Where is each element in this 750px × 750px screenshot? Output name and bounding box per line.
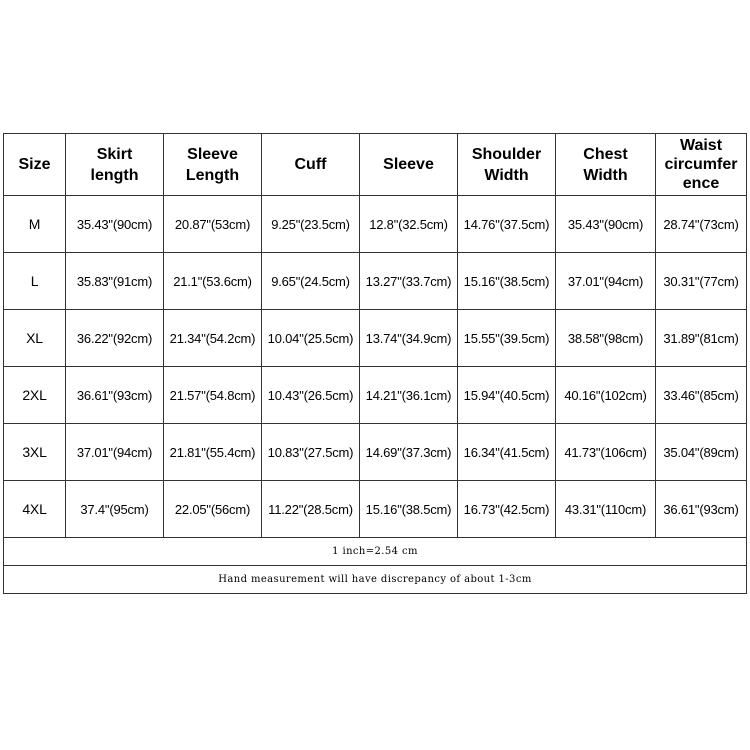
shoulder-width-cell: 15.94"(40.5cm) [458, 367, 556, 424]
skirt-length-cell: 35.83"(91cm) [66, 253, 164, 310]
header-label: Sleeve [383, 156, 434, 173]
shoulder-width-cell: 16.34"(41.5cm) [458, 424, 556, 481]
size-cell: 2XL [4, 367, 66, 424]
note-row [4, 566, 747, 594]
header-label: Width [484, 166, 529, 184]
header-label: Length [185, 166, 240, 184]
waist-circumference-cell: 35.04"(89cm) [656, 424, 747, 481]
header-label: Waist [679, 137, 723, 154]
table-row [4, 424, 747, 481]
header-label: ence [682, 175, 720, 192]
note-row [4, 538, 747, 566]
table-row [4, 481, 747, 538]
table-row [4, 367, 747, 424]
skirt-length-cell: 36.61"(93cm) [66, 367, 164, 424]
cuff-cell: 9.25"(23.5cm) [262, 196, 360, 253]
header-row [4, 134, 747, 196]
measurement-disclaimer: Hand measurement will have discrepancy of about 1-3cm [4, 566, 747, 594]
table-row [4, 196, 747, 253]
header-sleeve [360, 134, 458, 196]
chest-width-cell: 41.73"(106cm) [556, 424, 656, 481]
skirt-length-cell: 36.22"(92cm) [66, 310, 164, 367]
header-label: Sleeve [187, 145, 238, 163]
waist-circumference-cell: 28.74"(73cm) [656, 196, 747, 253]
header-size [4, 134, 66, 196]
header-waist-circumference [656, 134, 747, 196]
cuff-cell: 10.04"(25.5cm) [262, 310, 360, 367]
cuff-cell: 10.83"(27.5cm) [262, 424, 360, 481]
chest-width-cell: 35.43"(90cm) [556, 196, 656, 253]
table-row [4, 253, 747, 310]
chest-width-cell: 43.31"(110cm) [556, 481, 656, 538]
header-label: Skirt [96, 145, 133, 163]
chest-width-cell: 37.01"(94cm) [556, 253, 656, 310]
waist-circumference-cell: 36.61"(93cm) [656, 481, 747, 538]
skirt-length-cell: 37.4"(95cm) [66, 481, 164, 538]
size-cell: 4XL [4, 481, 66, 538]
header-label: Shoulder [471, 145, 542, 163]
sleeve-cell: 14.21"(36.1cm) [360, 367, 458, 424]
header-shoulder-width [458, 134, 556, 196]
sleeve-cell: 12.8"(32.5cm) [360, 196, 458, 253]
sleeve-cell: 14.69"(37.3cm) [360, 424, 458, 481]
sleeve-length-cell: 21.34"(54.2cm) [164, 310, 262, 367]
header-chest-width [556, 134, 656, 196]
shoulder-width-cell: 14.76"(37.5cm) [458, 196, 556, 253]
skirt-length-cell: 37.01"(94cm) [66, 424, 164, 481]
skirt-length-cell: 35.43"(90cm) [66, 196, 164, 253]
chest-width-cell: 40.16"(102cm) [556, 367, 656, 424]
sleeve-cell: 13.27"(33.7cm) [360, 253, 458, 310]
shoulder-width-cell: 16.73"(42.5cm) [458, 481, 556, 538]
shoulder-width-cell: 15.55"(39.5cm) [458, 310, 556, 367]
header-sleeve-length [164, 134, 262, 196]
header-skirt-length [66, 134, 164, 196]
conversion-note: 1 inch=2.54 cm [4, 538, 747, 566]
header-label: Size [18, 156, 51, 173]
header-label: Cuff [294, 156, 327, 173]
chest-width-cell: 38.58"(98cm) [556, 310, 656, 367]
size-cell: XL [4, 310, 66, 367]
sleeve-cell: 13.74"(34.9cm) [360, 310, 458, 367]
sleeve-cell: 15.16"(38.5cm) [360, 481, 458, 538]
table-row [4, 310, 747, 367]
shoulder-width-cell: 15.16"(38.5cm) [458, 253, 556, 310]
header-label: length [90, 166, 139, 184]
sleeve-length-cell: 20.87"(53cm) [164, 196, 262, 253]
size-cell: 3XL [4, 424, 66, 481]
header-cuff [262, 134, 360, 196]
sleeve-length-cell: 22.05"(56cm) [164, 481, 262, 538]
waist-circumference-cell: 31.89"(81cm) [656, 310, 747, 367]
cuff-cell: 9.65"(24.5cm) [262, 253, 360, 310]
header-label: Width [583, 166, 628, 184]
cuff-cell: 11.22"(28.5cm) [262, 481, 360, 538]
cuff-cell: 10.43"(26.5cm) [262, 367, 360, 424]
size-cell: M [4, 196, 66, 253]
waist-circumference-cell: 30.31"(77cm) [656, 253, 747, 310]
sleeve-length-cell: 21.1"(53.6cm) [164, 253, 262, 310]
waist-circumference-cell: 33.46"(85cm) [656, 367, 747, 424]
size-chart-table [3, 133, 747, 594]
header-label: Chest [583, 145, 628, 163]
size-cell: L [4, 253, 66, 310]
sleeve-length-cell: 21.57"(54.8cm) [164, 367, 262, 424]
sleeve-length-cell: 21.81"(55.4cm) [164, 424, 262, 481]
header-label: circumfer [664, 156, 738, 173]
